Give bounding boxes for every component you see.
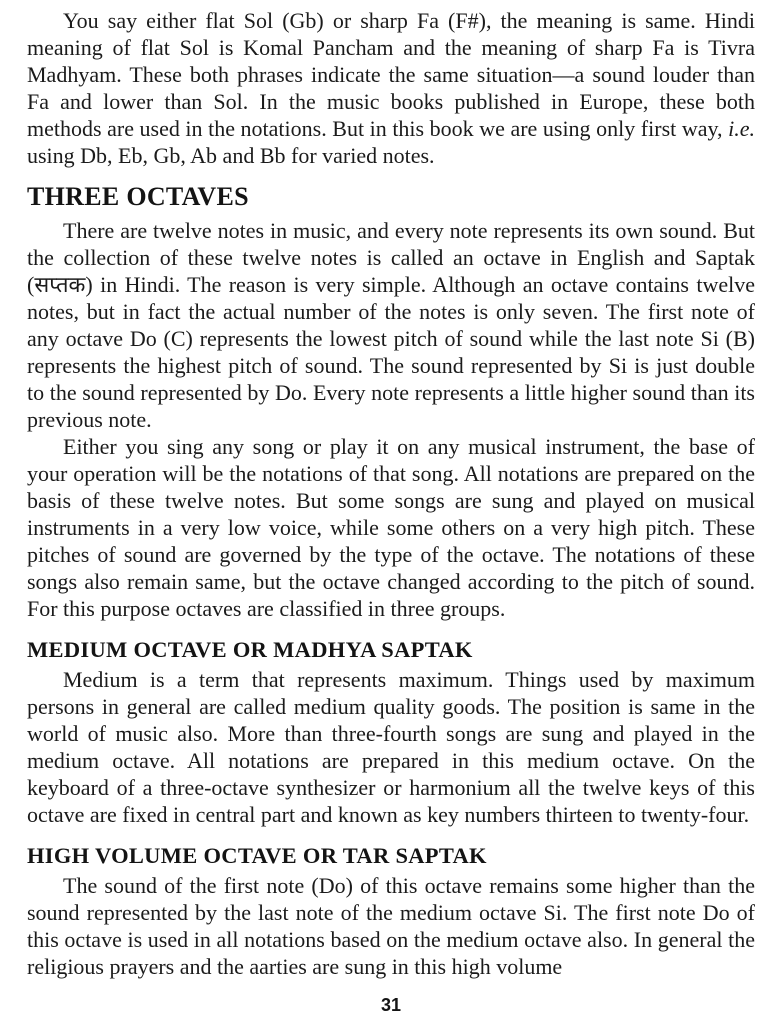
- intro-text-after-italic: using Db, Eb, Gb, Ab and Bb for varied notes.: [27, 143, 435, 168]
- section-heading-three-octaves: THREE OCTAVES: [27, 182, 249, 211]
- section-heading-high-volume-octave: HIGH VOLUME OCTAVE OR TAR SAPTAK: [27, 843, 487, 868]
- section-heading-medium-octave: MEDIUM OCTAVE OR MADHYA SAPTAK: [27, 637, 473, 662]
- page-number: 31: [380, 995, 402, 1015]
- high-volume-octave-paragraph: The sound of the first note (Do) of this octave remains some higher than the sound represented by the last note of the medium octave Si. The first note Do of this octave is used in all notations based on the medium octave also. In general the religious prayers and the aarties are sung in this high volume: [27, 873, 755, 979]
- intro-paragraph: [27, 7, 755, 169]
- intro-text-before-italic: You say either flat Sol (Gb) or sharp Fa (F#), the meaning is same. Hindi meaning of flat Sol is Komal Pancham and the meaning of sharp Fa is Tivra Madhyam. These both phrases indicate the same situation—a sound louder than Fa and lower than Sol. In the music books published in Europe, these both methods are used in the notations. But in this book we are using only first way,: [27, 8, 755, 141]
- three-octaves-paragraph-2: Either you sing any song or play it on any musical instrument, the base of your operation will be the notations of that song. All notations are prepared on the basis of these twelve notes. But some songs are sung and played on musical instruments in a very low voice, while some others on a very high pitch. These pitches of sound are governed by the type of the octave. The notations of these songs also remain same, but the octave changed according to the pitch of sound. For this purpose octaves are classified in three groups.: [27, 434, 755, 621]
- intro-italic-abbreviation: i.e.: [728, 116, 755, 141]
- three-octaves-paragraph-1: There are twelve notes in music, and every note represents its own sound. But the collection of these twelve notes is called an octave in English and Saptak (सप्तक) in Hindi. The reason is very simple. Although an octave contains twelve notes, but in fact the actual number of the notes is only seven. The first note of any octave Do (C) represents the lowest pitch of sound while the last note Si (B) represents the highest pitch of sound. The sound represented by Si is just double to the sound represented by Do. Every note represents a little higher sound than its previous note.: [27, 218, 755, 432]
- medium-octave-paragraph: Medium is a term that represents maximum. Things used by maximum persons in general are called medium quality goods. The position is same in the world of music also. More than three-fourth songs are sung and played in the medium octave. All notations are prepared in this medium octave. On the keyboard of a three-octave synthesizer or harmonium all the twelve keys of this octave are fixed in central part and known as key numbers thirteen to twenty-four.: [27, 667, 755, 827]
